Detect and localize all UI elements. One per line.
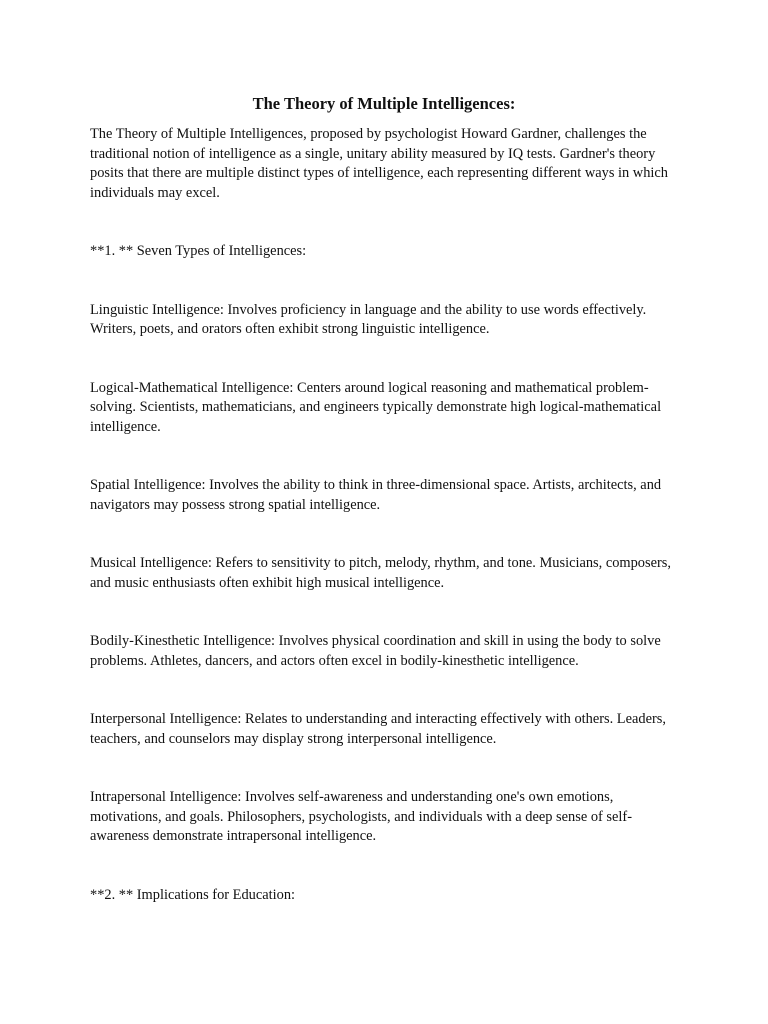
intelligence-bodily-kinesthetic: Bodily-Kinesthetic Intelligence: Involves physical coordination and skill in using the body to solve problems. Athletes, dancers, and actors often excel in bodily-kinesthetic intelligence.: [90, 633, 661, 669]
section-heading-types: **1. ** Seven Types of Intelligences:: [90, 243, 307, 259]
intelligence-logical-mathematical: Logical-Mathematical Intelligence: Centers around logical reasoning and mathematical problem-solving. Scientists, mathematicians, and engineers typically demonstrate high logical-mathematical intelligence.: [90, 379, 662, 435]
intelligence-spatial: Spatial Intelligence: Involves the ability to think in three-dimensional space. Artists, architects, and navigators may possess strong spatial intelligence.: [90, 477, 662, 513]
intelligence-intrapersonal: Intrapersonal Intelligence: Involves self-awareness and understanding one's own emotions, motivations, and goals. Philosophers, psychologists, and individuals with a deep sense of self-awareness demonstrate intrapersonal intelligence.: [90, 789, 632, 844]
section-heading-education: **2. ** Implications for Education:: [90, 886, 296, 903]
intelligence-musical: Musical Intelligence: Refers to sensitivity to pitch, melody, rhythm, and tone. Musicians, composers, and music enthusiasts often exhibit high musical intelligence.: [90, 555, 671, 591]
intro-paragraph: The Theory of Multiple Intelligences, proposed by psychologist Howard Gardner, challenges the traditional notion of intelligence as a single, unitary ability measured by IQ tests. Gardner's theory posits that there are multiple distinct types of intelligence, each representing different ways in which individuals may excel.: [90, 126, 668, 201]
intelligence-interpersonal: Interpersonal Intelligence: Relates to understanding and interacting effectively with others. Leaders, teachers, and counselors may display strong interpersonal intelligence.: [90, 711, 666, 747]
intelligence-linguistic: Linguistic Intelligence: Involves proficiency in language and the ability to use words effectively. Writers, poets, and orators often exhibit strong linguistic intelligence.: [90, 301, 647, 337]
document-title: The Theory of Multiple Intelligences:: [252, 94, 516, 113]
document-body: [90, 125, 684, 944]
